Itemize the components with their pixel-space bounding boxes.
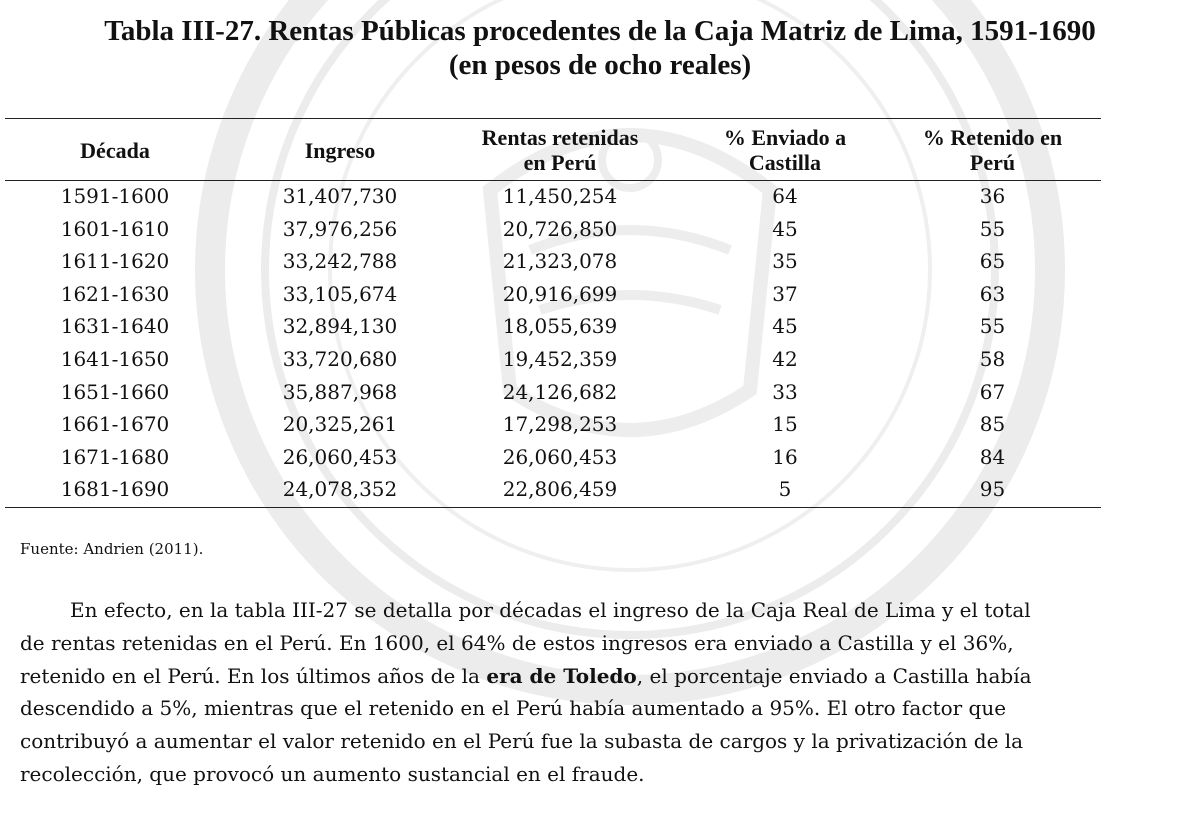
cell-decada: 1591-1600: [60, 184, 170, 208]
header-rentas-retenidas: Rentas retenidas en Perú: [481, 125, 639, 175]
cell-decada: 1621-1630: [60, 281, 170, 306]
cell-decada: 1671-1680: [60, 444, 170, 469]
cell-enviado: 45: [772, 216, 798, 241]
cell-enviado: 35: [772, 249, 798, 274]
header-ingreso: Ingreso: [304, 137, 376, 163]
cell-retenido: 55: [979, 216, 1006, 241]
cell-rentas: 21,323,078: [502, 249, 618, 274]
cell-ingreso: 31,407,730: [282, 184, 398, 208]
cell-enviado: 33: [772, 379, 798, 404]
cell-decada: 1631-1640: [60, 314, 170, 339]
paragraph-line: recolección, que provocó un aumento sustancial en el fraude.: [20, 761, 645, 786]
paragraph-text: retenido en el Perú. En los últimos años de la: [20, 663, 487, 688]
table-row: [5, 213, 1101, 246]
cell-decada: 1611-1620: [60, 249, 170, 274]
cell-rentas: 26,060,453: [502, 444, 618, 469]
cell-decada: 1601-1610: [60, 216, 170, 241]
cell-rentas: 24,126,682: [502, 379, 618, 404]
cell-decada: 1641-1650: [60, 346, 170, 371]
cell-ingreso: 20,325,261: [282, 412, 398, 437]
cell-rentas: 18,055,639: [502, 314, 618, 339]
cell-decada: 1651-1660: [60, 379, 170, 404]
table-title: [0, 14, 1200, 82]
cell-decada: 1681-1690: [60, 477, 170, 502]
body-paragraph: [20, 594, 1160, 791]
table-title-line-2: (en pesos de ocho reales): [448, 49, 752, 81]
cell-enviado: 16: [772, 444, 798, 469]
header-decada: Década: [80, 137, 150, 163]
paragraph-bold-term: era de Toledo: [486, 663, 637, 688]
cell-retenido: 58: [979, 346, 1006, 371]
table-header: [5, 120, 1101, 180]
cell-ingreso: 32,894,130: [282, 314, 398, 339]
header-porcentaje-retenido: % Retenido en Perú: [922, 125, 1063, 175]
cell-ingreso: 24,078,352: [282, 477, 398, 502]
table-title-line-1: Tabla III-27. Rentas Públicas procedentes de la Caja Matriz de Lima, 1591-1690: [104, 15, 1096, 47]
paragraph-line: [20, 660, 1160, 693]
table-bottom-rule: [5, 507, 1101, 508]
cell-ingreso: 37,976,256: [282, 216, 398, 241]
cell-enviado: 5: [778, 477, 792, 502]
table-row: [5, 408, 1101, 441]
cell-enviado: 42: [772, 346, 798, 371]
cell-retenido: 84: [979, 444, 1006, 469]
cell-rentas: 11,450,254: [502, 184, 618, 208]
table-top-rule: [5, 118, 1101, 119]
cell-ingreso: 33,105,674: [282, 281, 398, 306]
cell-enviado: 45: [772, 314, 798, 339]
cell-rentas: 20,916,699: [502, 281, 618, 306]
paragraph-line: descendido a 5%, mientras que el retenido en el Perú había aumentado a 95%. El otro factor que: [20, 696, 1007, 721]
cell-rentas: 19,452,359: [502, 346, 618, 371]
table-row: [5, 245, 1101, 278]
cell-enviado: 15: [772, 412, 798, 437]
paragraph-line: contribuyó a aumentar el valor retenido en el Perú fue la subasta de cargos y la privatización de la: [20, 729, 1024, 754]
cell-ingreso: 26,060,453: [282, 444, 398, 469]
paragraph-line: de rentas retenidas en el Perú. En 1600, el 64% de estos ingresos era enviado a Castilla y el 36%,: [20, 630, 1014, 655]
cell-rentas: 22,806,459: [502, 477, 618, 502]
cell-retenido: 85: [979, 412, 1006, 437]
table-row: [5, 310, 1101, 343]
table-row: [5, 278, 1101, 311]
table-source-note: Fuente: Andrien (2011).: [20, 540, 204, 558]
table-row: [5, 441, 1101, 474]
cell-retenido: 55: [979, 314, 1006, 339]
cell-retenido: 67: [979, 379, 1006, 404]
table-row: [5, 473, 1101, 506]
cell-enviado: 37: [772, 281, 798, 306]
table-row: [5, 343, 1101, 376]
header-porcentaje-enviado: % Enviado a Castilla: [723, 125, 847, 175]
table-row: [5, 180, 1101, 213]
cell-rentas: 17,298,253: [502, 412, 618, 437]
table-body: [5, 180, 1101, 506]
cell-rentas: 20,726,850: [502, 216, 618, 241]
cell-ingreso: 33,242,788: [282, 249, 398, 274]
cell-ingreso: 35,887,968: [282, 379, 398, 404]
cell-ingreso: 33,720,680: [282, 346, 398, 371]
cell-retenido: 63: [979, 281, 1006, 306]
paragraph-line: En efecto, en la tabla III-27 se detalla por décadas el ingreso de la Caja Real de Lima y el total: [70, 598, 1031, 622]
table-row: [5, 376, 1101, 409]
cell-retenido: 36: [979, 184, 1006, 208]
cell-retenido: 95: [979, 477, 1006, 502]
cell-decada: 1661-1670: [60, 412, 170, 437]
cell-retenido: 65: [979, 249, 1006, 274]
cell-enviado: 64: [772, 184, 798, 208]
paragraph-text: , el porcentaje enviado a Castilla había: [636, 663, 1032, 688]
